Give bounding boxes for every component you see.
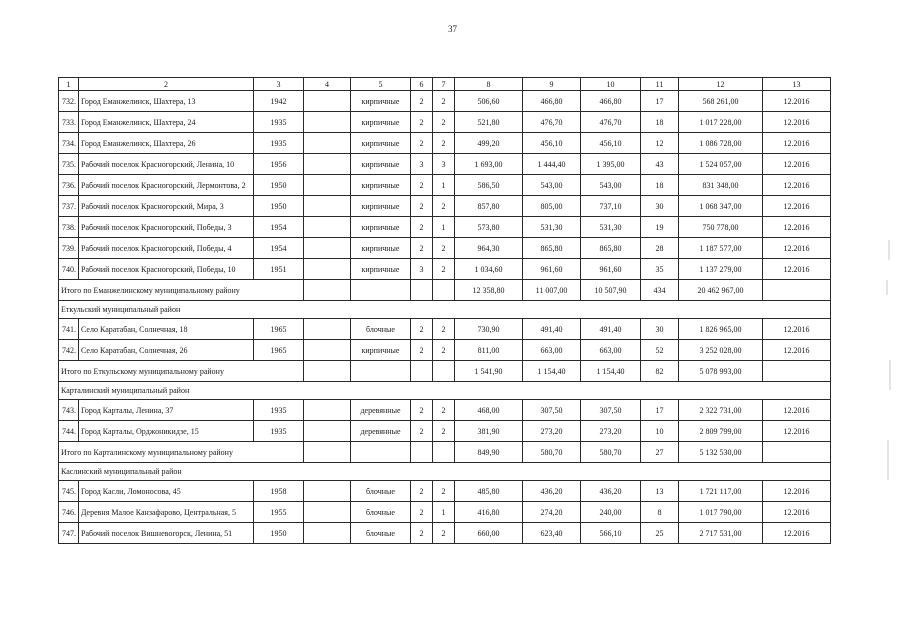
table-cell: 1 (433, 502, 455, 523)
table-cell: 416,80 (455, 502, 523, 523)
table-cell: 43 (641, 154, 679, 175)
table-cell: 274,20 (523, 502, 581, 523)
table-cell: 961,60 (523, 259, 581, 280)
district-title: Карталинский муниципальный район (59, 382, 831, 400)
total-value-cell: 849,90 (455, 442, 523, 463)
table-row (59, 523, 831, 544)
district-total-row (59, 361, 831, 382)
address-cell: Рабочий поселок Красногорский, Победы, 3 (79, 217, 254, 238)
table-cell: кирпичные (351, 175, 411, 196)
empty-cell (304, 361, 351, 382)
table-cell (304, 217, 351, 238)
table-cell: 730,90 (455, 319, 523, 340)
table-row (59, 217, 831, 238)
table-cell: 499,20 (455, 133, 523, 154)
table-cell: 2 (411, 238, 433, 259)
table-cell: 12.2016 (763, 91, 831, 112)
total-value-cell: 580,70 (581, 442, 641, 463)
total-value-cell: 10 507,90 (581, 280, 641, 301)
total-value-cell: 27 (641, 442, 679, 463)
header-cell: 9 (523, 78, 581, 91)
column-number-header (59, 78, 831, 91)
table-cell: 12.2016 (763, 175, 831, 196)
total-label: Итого по Карталинскому муниципальному району (59, 442, 304, 463)
table-cell: 573,80 (455, 217, 523, 238)
table-cell: 1 (433, 175, 455, 196)
table-cell: 961,60 (581, 259, 641, 280)
total-value-cell: 1 154,40 (523, 361, 581, 382)
table-cell: 663,00 (523, 340, 581, 361)
empty-cell (411, 361, 433, 382)
header-cell: 3 (254, 78, 304, 91)
address-cell: Рабочий поселок Вишневогорск, Ленина, 51 (79, 523, 254, 544)
table-row (59, 91, 831, 112)
header-cell: 8 (455, 78, 523, 91)
total-value-cell: 1 154,40 (581, 361, 641, 382)
table-cell: 663,00 (581, 340, 641, 361)
table-cell: 2 (433, 523, 455, 544)
empty-cell (304, 280, 351, 301)
table-cell: 586,50 (455, 175, 523, 196)
total-value-cell: 12 358,80 (455, 280, 523, 301)
table-row (59, 400, 831, 421)
total-value-cell: 580,70 (523, 442, 581, 463)
table-cell: 1956 (254, 154, 304, 175)
district-title: Еткульский муниципальный район (59, 301, 831, 319)
table-cell: 2 (433, 112, 455, 133)
table-cell: 2 (433, 421, 455, 442)
address-cell: Город Еманжелинск, Шахтера, 24 (79, 112, 254, 133)
table-cell: 273,20 (523, 421, 581, 442)
table-cell: 2 (411, 91, 433, 112)
table-cell: 2 (411, 196, 433, 217)
table-cell (304, 319, 351, 340)
table-cell: 12 (641, 133, 679, 154)
table-cell: 1965 (254, 319, 304, 340)
table-cell: 1 017 790,00 (679, 502, 763, 523)
table-cell: 12.2016 (763, 112, 831, 133)
total-value-cell: 5 132 530,00 (679, 442, 763, 463)
table-cell: 1935 (254, 421, 304, 442)
table-cell: 436,20 (581, 481, 641, 502)
table-cell: 25 (641, 523, 679, 544)
table-row (59, 502, 831, 523)
table-cell: 521,80 (455, 112, 523, 133)
table-cell (304, 340, 351, 361)
header-cell: 1 (59, 78, 79, 91)
table-cell: 2 (411, 112, 433, 133)
total-label: Итого по Еманжелинскому муниципальному району (59, 280, 304, 301)
table-row (59, 196, 831, 217)
total-value-cell: 1 541,90 (455, 361, 523, 382)
table-cell: 2 717 531,00 (679, 523, 763, 544)
table-cell: 2 (433, 340, 455, 361)
total-value-cell: 434 (641, 280, 679, 301)
table-row (59, 340, 831, 361)
row-number-cell: 741. (59, 319, 79, 340)
table-cell: кирпичные (351, 340, 411, 361)
table-cell: 2 (411, 502, 433, 523)
table-cell: 1 068 347,00 (679, 196, 763, 217)
table-cell: 12.2016 (763, 217, 831, 238)
header-cell: 13 (763, 78, 831, 91)
address-cell: Село Каратабан, Солнечная, 26 (79, 340, 254, 361)
empty-cell (411, 442, 433, 463)
table-cell (304, 523, 351, 544)
table-cell: 12.2016 (763, 259, 831, 280)
table-row (59, 421, 831, 442)
table-cell: 13 (641, 481, 679, 502)
address-cell: Деревня Малое Канзафарово, Центральная, 5 (79, 502, 254, 523)
table-cell: 543,00 (581, 175, 641, 196)
table-cell: 12.2016 (763, 481, 831, 502)
table-cell: 2 (411, 523, 433, 544)
table-cell: 466,80 (523, 91, 581, 112)
table-cell: 1 826 965,00 (679, 319, 763, 340)
table-cell (304, 421, 351, 442)
table-cell: 2 (433, 400, 455, 421)
row-number-cell: 732. (59, 91, 79, 112)
row-number-cell: 746. (59, 502, 79, 523)
table-cell: 436,20 (523, 481, 581, 502)
table-cell: 18 (641, 112, 679, 133)
table-cell: блочные (351, 523, 411, 544)
table-cell: 35 (641, 259, 679, 280)
total-value-cell (763, 280, 831, 301)
table-cell: 2 (411, 133, 433, 154)
table-cell: 750 778,00 (679, 217, 763, 238)
table-cell: 12.2016 (763, 196, 831, 217)
table-cell: 12.2016 (763, 238, 831, 259)
table-cell (304, 112, 351, 133)
table-body (59, 78, 831, 544)
address-cell: Рабочий поселок Красногорский, Победы, 10 (79, 259, 254, 280)
total-value-cell (763, 361, 831, 382)
table-cell: 17 (641, 400, 679, 421)
table-cell: 568 261,00 (679, 91, 763, 112)
table-cell: 1965 (254, 340, 304, 361)
table-cell: 12.2016 (763, 133, 831, 154)
table-cell: 3 252 028,00 (679, 340, 763, 361)
row-number-cell: 733. (59, 112, 79, 133)
page-number: 37 (448, 24, 457, 34)
table-cell: 1950 (254, 175, 304, 196)
table-cell: 485,80 (455, 481, 523, 502)
table-cell: 2 (411, 217, 433, 238)
row-number-cell: 740. (59, 259, 79, 280)
table-cell: 12.2016 (763, 421, 831, 442)
header-cell: 5 (351, 78, 411, 91)
empty-cell (411, 280, 433, 301)
table-cell: 857,80 (455, 196, 523, 217)
table-cell: 1 137 279,00 (679, 259, 763, 280)
table-cell: 12.2016 (763, 400, 831, 421)
table-cell: 1955 (254, 502, 304, 523)
table-cell: 1 395,00 (581, 154, 641, 175)
table-cell: 240,00 (581, 502, 641, 523)
table-cell: 2 322 731,00 (679, 400, 763, 421)
table-cell: 1 187 577,00 (679, 238, 763, 259)
table-cell: 3 (411, 259, 433, 280)
table-cell: 531,30 (523, 217, 581, 238)
header-cell: 7 (433, 78, 455, 91)
table-cell: 1 693,00 (455, 154, 523, 175)
table-cell: 307,50 (581, 400, 641, 421)
total-value-cell (763, 442, 831, 463)
district-section-row (59, 382, 831, 400)
table-cell: 1935 (254, 133, 304, 154)
table-cell: 1954 (254, 217, 304, 238)
table-row (59, 259, 831, 280)
address-cell: Рабочий поселок Красногорский, Лермонтова, 2 (79, 175, 254, 196)
housing-table (58, 77, 831, 544)
table-cell (304, 400, 351, 421)
table-cell: кирпичные (351, 154, 411, 175)
table-cell: 2 (411, 421, 433, 442)
table-cell: 566,10 (581, 523, 641, 544)
row-number-cell: 747. (59, 523, 79, 544)
table-cell: 381,90 (455, 421, 523, 442)
address-cell: Город Еманжелинск, Шахтера, 13 (79, 91, 254, 112)
table-cell: 476,70 (581, 112, 641, 133)
total-value-cell: 20 462 967,00 (679, 280, 763, 301)
table-cell: 12.2016 (763, 319, 831, 340)
row-number-cell: 745. (59, 481, 79, 502)
table-cell: блочные (351, 319, 411, 340)
header-cell: 11 (641, 78, 679, 91)
table-cell: кирпичные (351, 238, 411, 259)
header-cell: 2 (79, 78, 254, 91)
table-cell: 2 (433, 481, 455, 502)
table-cell: 2 (433, 91, 455, 112)
table-cell: кирпичные (351, 259, 411, 280)
header-cell: 12 (679, 78, 763, 91)
table-cell: 12.2016 (763, 340, 831, 361)
address-cell: Рабочий поселок Красногорский, Ленина, 10 (79, 154, 254, 175)
row-number-cell: 743. (59, 400, 79, 421)
table-cell: 2 (411, 340, 433, 361)
scan-edge-marks (880, 240, 898, 500)
row-number-cell: 736. (59, 175, 79, 196)
table-cell: 2 (433, 196, 455, 217)
table-cell: 2 (411, 400, 433, 421)
table-cell: 18 (641, 175, 679, 196)
table-cell: 52 (641, 340, 679, 361)
table-cell: 273,20 (581, 421, 641, 442)
header-cell: 6 (411, 78, 433, 91)
table-cell: 12.2016 (763, 502, 831, 523)
table-cell: 737,10 (581, 196, 641, 217)
table-cell: 660,00 (455, 523, 523, 544)
table-cell: 2 809 799,00 (679, 421, 763, 442)
table-cell: 2 (433, 133, 455, 154)
address-cell: Город Карталы, Ленина, 37 (79, 400, 254, 421)
table-cell: 491,40 (523, 319, 581, 340)
row-number-cell: 735. (59, 154, 79, 175)
table-cell: 1 721 117,00 (679, 481, 763, 502)
table-cell: 12.2016 (763, 154, 831, 175)
table-cell (304, 481, 351, 502)
table-cell: 865,80 (523, 238, 581, 259)
table-cell: 1 034,60 (455, 259, 523, 280)
row-number-cell: 744. (59, 421, 79, 442)
district-title: Каслинский муниципальный район (59, 463, 831, 481)
table-row (59, 133, 831, 154)
table-cell: 8 (641, 502, 679, 523)
table-cell: 12.2016 (763, 523, 831, 544)
table-cell: 2 (433, 259, 455, 280)
table-cell (304, 175, 351, 196)
table-cell: 2 (411, 481, 433, 502)
table-cell: 1 017 228,00 (679, 112, 763, 133)
table-row (59, 154, 831, 175)
row-number-cell: 739. (59, 238, 79, 259)
table-cell: 1 (433, 217, 455, 238)
total-label: Итого по Еткульскому муниципальному району (59, 361, 304, 382)
table-cell: 307,50 (523, 400, 581, 421)
table-cell: кирпичные (351, 133, 411, 154)
table-cell: 2 (411, 175, 433, 196)
table-cell: 1935 (254, 112, 304, 133)
table-cell: кирпичные (351, 91, 411, 112)
table-cell: 2 (433, 319, 455, 340)
table-row (59, 175, 831, 196)
address-cell: Город Карталы, Орджоникидзе, 15 (79, 421, 254, 442)
total-value-cell: 5 078 993,00 (679, 361, 763, 382)
table-cell: 466,80 (581, 91, 641, 112)
table-cell: 19 (641, 217, 679, 238)
table-cell: 491,40 (581, 319, 641, 340)
table-cell: 10 (641, 421, 679, 442)
row-number-cell: 737. (59, 196, 79, 217)
table-cell (304, 91, 351, 112)
table-cell (304, 154, 351, 175)
table-cell: 805,00 (523, 196, 581, 217)
table-cell: 1950 (254, 196, 304, 217)
table-cell: кирпичные (351, 196, 411, 217)
table-cell: 1951 (254, 259, 304, 280)
district-total-row (59, 442, 831, 463)
table-cell (304, 502, 351, 523)
table-cell: 1950 (254, 523, 304, 544)
table-cell: 30 (641, 196, 679, 217)
header-cell: 4 (304, 78, 351, 91)
table-cell: деревянные (351, 421, 411, 442)
table-cell: деревянные (351, 400, 411, 421)
table-cell: кирпичные (351, 112, 411, 133)
total-value-cell: 82 (641, 361, 679, 382)
row-number-cell: 742. (59, 340, 79, 361)
address-cell: Рабочий поселок Красногорский, Победы, 4 (79, 238, 254, 259)
table-cell (304, 238, 351, 259)
row-number-cell: 738. (59, 217, 79, 238)
table-cell: 1 444,40 (523, 154, 581, 175)
header-cell: 10 (581, 78, 641, 91)
table-cell: 1958 (254, 481, 304, 502)
table-row (59, 481, 831, 502)
row-number-cell: 734. (59, 133, 79, 154)
table-cell: 17 (641, 91, 679, 112)
address-cell: Город Касли, Ломоносова, 45 (79, 481, 254, 502)
empty-cell (433, 442, 455, 463)
table-cell: 964,30 (455, 238, 523, 259)
table-cell: 865,80 (581, 238, 641, 259)
empty-cell (351, 361, 411, 382)
district-section-row (59, 463, 831, 481)
address-cell: Город Еманжелинск, Шахтера, 26 (79, 133, 254, 154)
table-cell: 1935 (254, 400, 304, 421)
address-cell: Рабочий поселок Красногорский, Мира, 3 (79, 196, 254, 217)
table-cell: 811,00 (455, 340, 523, 361)
table-cell (304, 259, 351, 280)
table-cell: кирпичные (351, 217, 411, 238)
table-cell: 476,70 (523, 112, 581, 133)
empty-cell (351, 280, 411, 301)
table-cell: 3 (433, 154, 455, 175)
table-cell: 1942 (254, 91, 304, 112)
total-value-cell: 11 007,00 (523, 280, 581, 301)
table-cell: 1 524 057,00 (679, 154, 763, 175)
empty-cell (304, 442, 351, 463)
table-row (59, 112, 831, 133)
table-cell (304, 196, 351, 217)
table-cell: 456,10 (523, 133, 581, 154)
table-row (59, 238, 831, 259)
table-cell: 2 (411, 319, 433, 340)
district-total-row (59, 280, 831, 301)
table-cell: 1954 (254, 238, 304, 259)
table-cell: 531,30 (581, 217, 641, 238)
table-cell: 506,60 (455, 91, 523, 112)
empty-cell (351, 442, 411, 463)
table-cell: 623,40 (523, 523, 581, 544)
table-cell: блочные (351, 481, 411, 502)
table-cell: 2 (433, 238, 455, 259)
table-cell: 456,10 (581, 133, 641, 154)
table-cell: 30 (641, 319, 679, 340)
table-cell: 28 (641, 238, 679, 259)
table-cell: блочные (351, 502, 411, 523)
district-section-row (59, 301, 831, 319)
table-cell: 1 086 728,00 (679, 133, 763, 154)
table-cell: 468,00 (455, 400, 523, 421)
table-cell: 3 (411, 154, 433, 175)
table-row (59, 319, 831, 340)
address-cell: Село Каратабан, Солнечная, 18 (79, 319, 254, 340)
table-cell: 831 348,00 (679, 175, 763, 196)
table-cell: 543,00 (523, 175, 581, 196)
empty-cell (433, 280, 455, 301)
empty-cell (433, 361, 455, 382)
table-cell (304, 133, 351, 154)
